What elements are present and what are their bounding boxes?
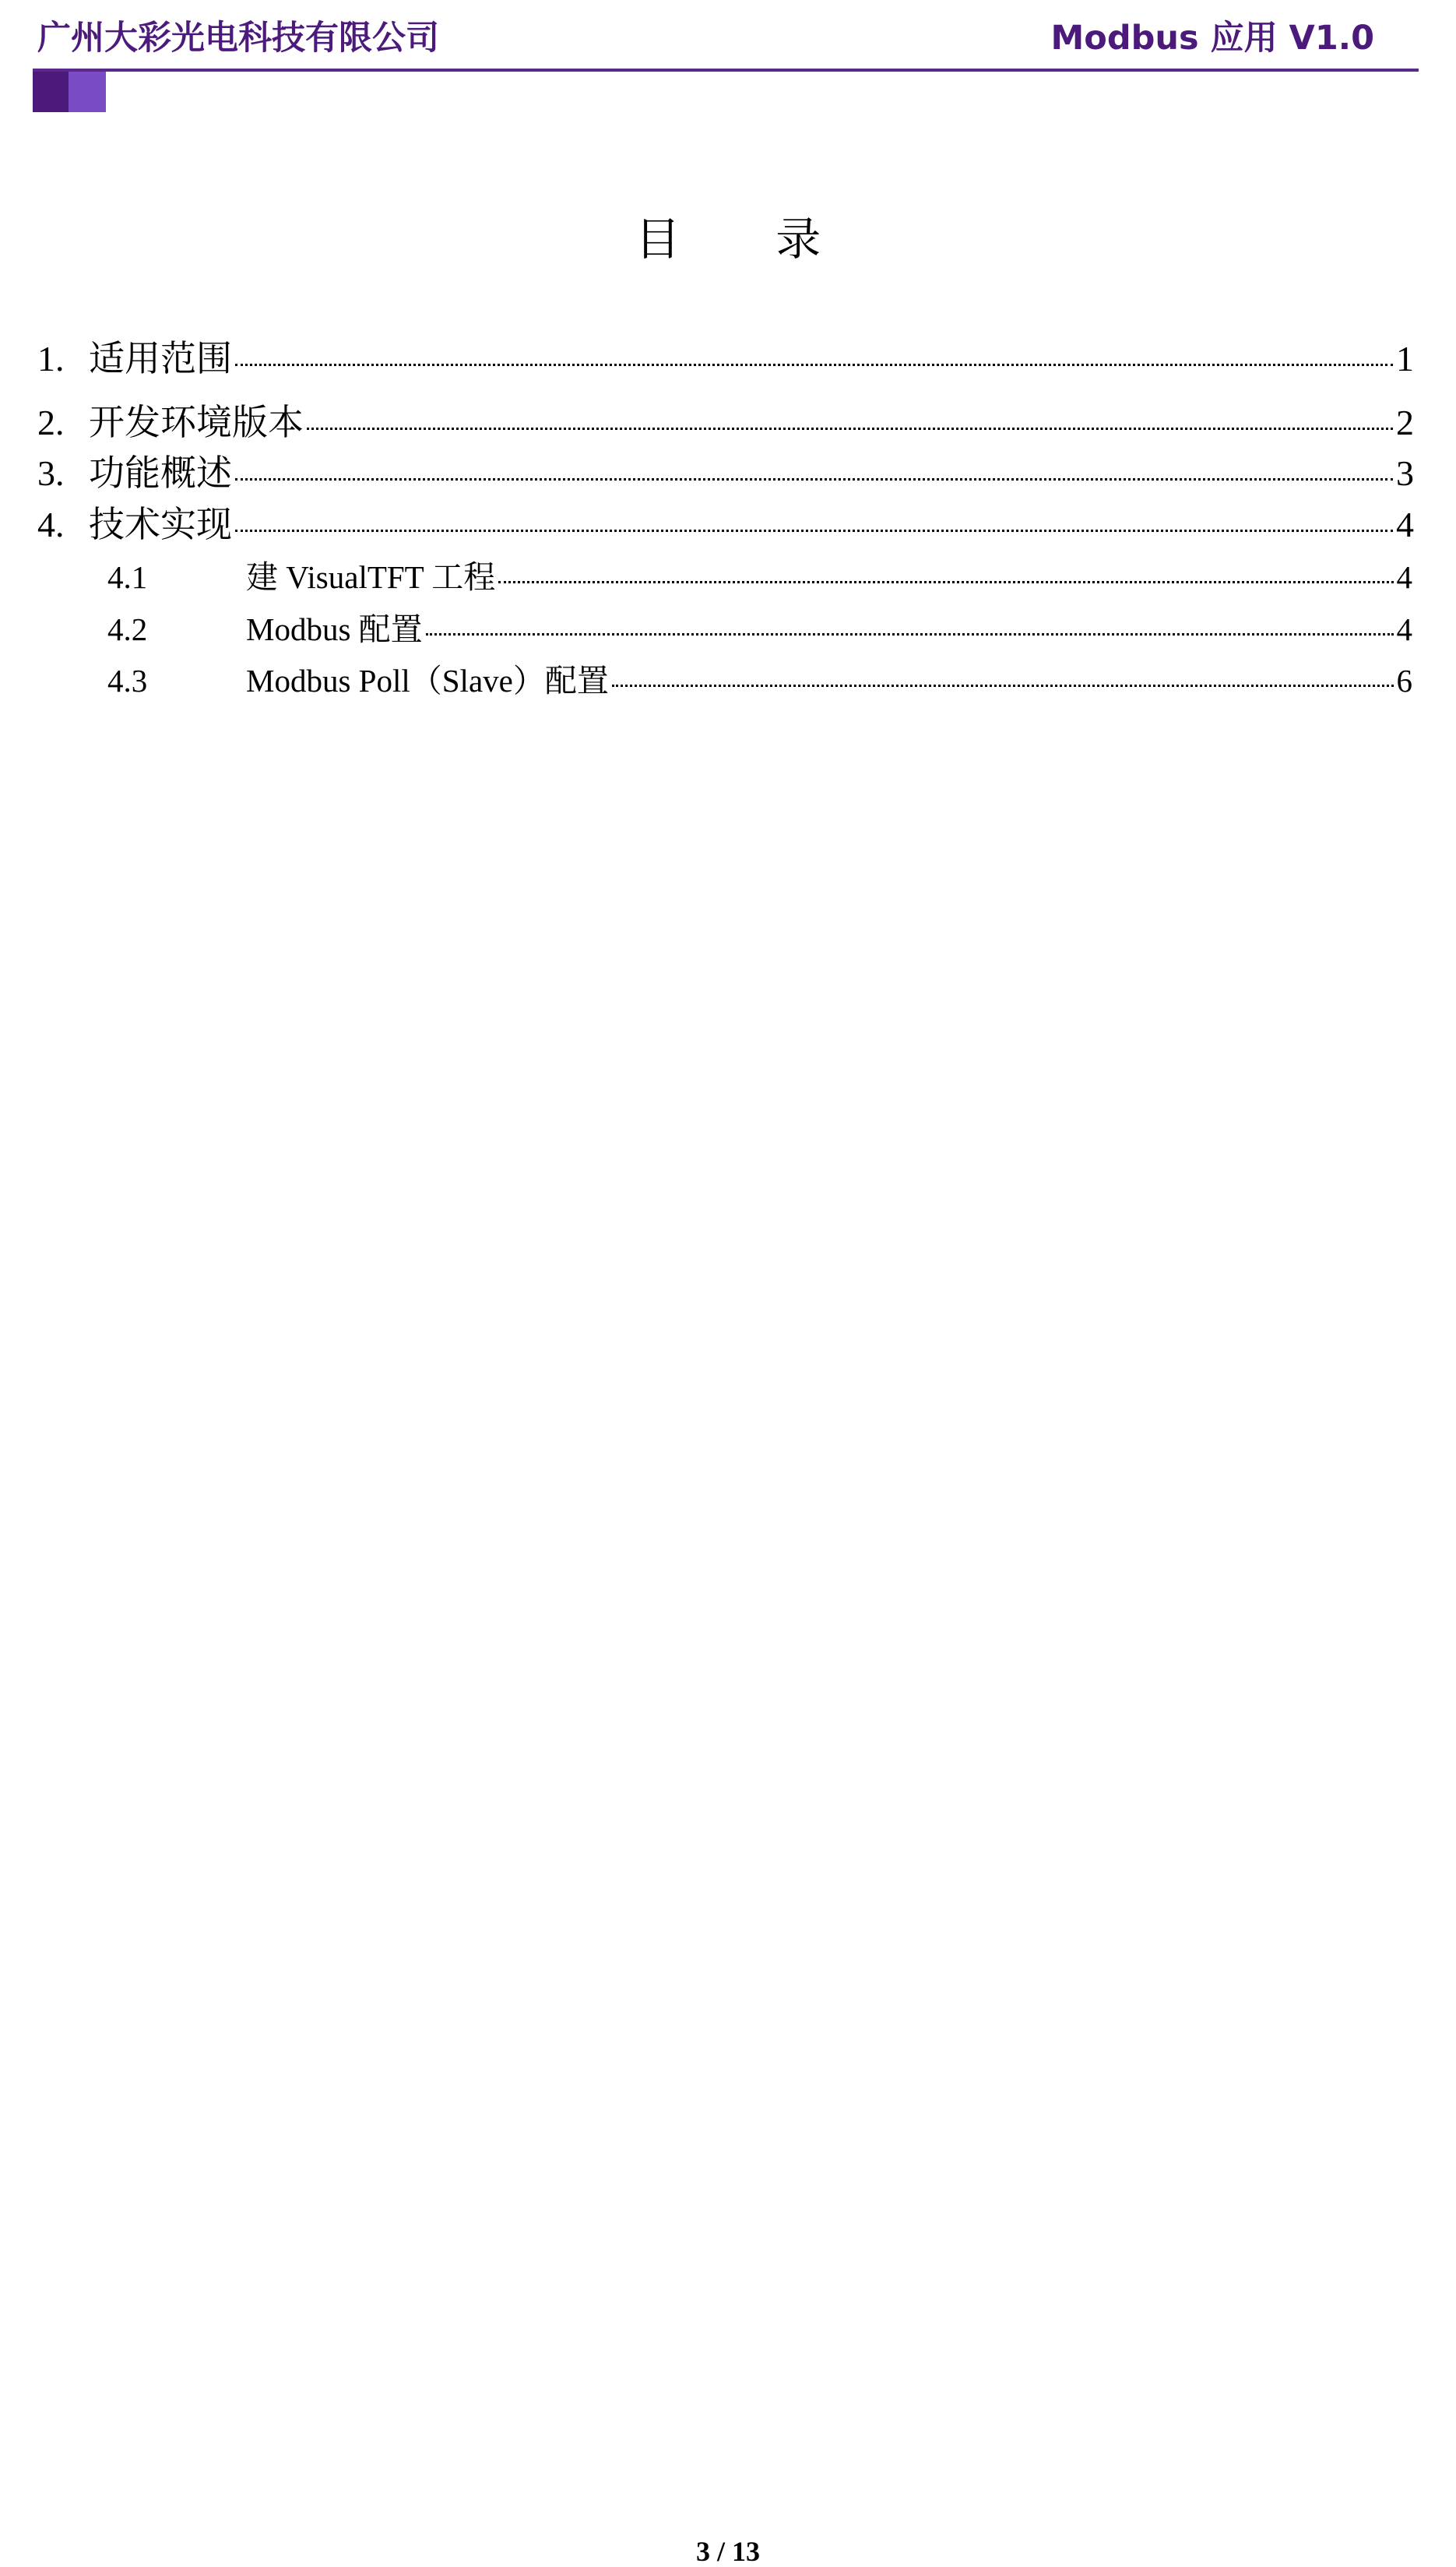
toc-entry-page: 4 [1396,505,1414,544]
toc-dot-leader [235,478,1393,481]
toc-entry-label: 适用范围 [89,337,232,379]
toc-entry-4-2[interactable] [107,604,1412,650]
toc-dot-leader [426,633,1394,636]
header-document-title: Modbus 应用 V1.0 [1050,19,1374,58]
toc-entry-number: 4.2 [107,611,148,647]
toc-dot-leader [498,581,1393,583]
toc-entry-number: 1. [37,339,65,379]
toc-dot-leader [612,685,1394,687]
toc-entry-number: 4.1 [107,559,148,595]
toc-entry-label: 开发环境版本 [89,401,304,443]
toc-entry-label: 技术实现 [89,503,232,545]
header-company-name: 广州大彩光电科技有限公司 [37,19,439,58]
header-decoration-dark-block [33,72,69,112]
toc-entry-page: 1 [1396,339,1414,379]
toc-entry-page: 4 [1396,611,1412,647]
toc-entry-2[interactable] [37,394,1414,445]
toc-entry-number: 3. [37,453,65,493]
toc-dot-leader [235,364,1393,366]
toc-entry-1[interactable] [37,330,1414,382]
toc-title: 目 录 [635,213,862,266]
toc-entry-number: 4.3 [107,663,148,699]
toc-entry-label: Modbus 配置 [246,611,423,647]
toc-entry-page: 4 [1396,559,1412,595]
header-decoration-light-block [69,72,106,112]
toc-entry-page: 2 [1396,403,1414,442]
toc-entry-4-3[interactable] [107,655,1412,701]
toc-entry-label: Modbus Poll（Slave）配置 [246,663,609,699]
header-divider [33,69,1419,72]
toc-dot-leader [235,530,1393,532]
toc-entry-number: 4. [37,505,65,544]
toc-entry-page: 3 [1396,453,1414,493]
toc-entry-3[interactable] [37,445,1414,496]
toc-entry-number: 2. [37,403,65,442]
footer-page-indicator: 3 / 13 [695,2536,760,2567]
toc-entry-4-1[interactable] [107,551,1412,597]
toc-entry-4[interactable] [37,496,1414,548]
toc-entry-page: 6 [1396,663,1412,699]
toc-entry-label: 功能概述 [89,452,232,494]
toc-entry-label: 建 VisualTFT 工程 [246,559,496,595]
toc-dot-leader [307,428,1393,430]
